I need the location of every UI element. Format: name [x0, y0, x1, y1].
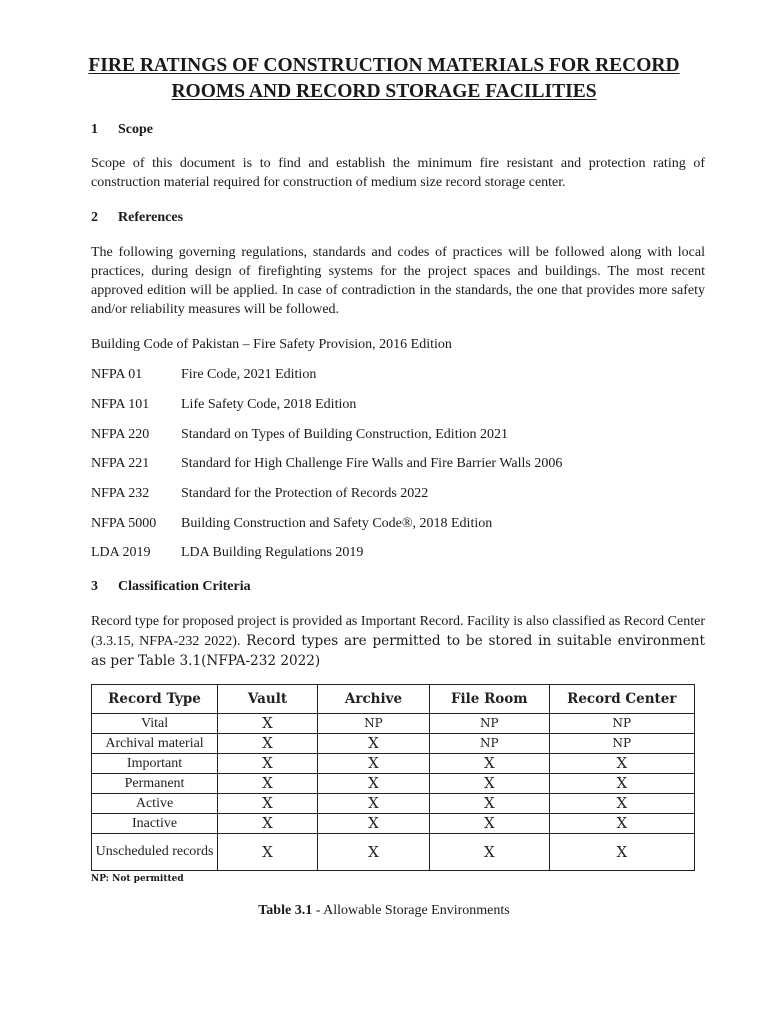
- reference-item: [91, 396, 356, 414]
- section-title: Scope: [118, 122, 153, 137]
- permission-cell: X: [429, 774, 549, 794]
- reference-title: Standard for High Challenge Fire Walls and Fire Barrier Walls 2006: [181, 456, 563, 471]
- column-header: Record Center: [549, 685, 694, 714]
- permission-cell: NP: [429, 714, 549, 734]
- permission-cell: X: [317, 754, 429, 774]
- section-heading-scope: [91, 121, 153, 139]
- reference-title: Building Construction and Safety Code®, 2018 Edition: [181, 516, 493, 531]
- section-heading-classification: [91, 578, 251, 596]
- record-type-cell: Active: [92, 794, 218, 814]
- permission-cell: X: [549, 814, 694, 834]
- record-type-cell: Inactive: [92, 814, 218, 834]
- permission-cell: X: [218, 714, 318, 734]
- reference-item: [91, 366, 316, 384]
- permission-cell: X: [218, 834, 318, 871]
- table-row: [92, 754, 695, 774]
- permission-cell: X: [549, 774, 694, 794]
- table-caption: [0, 903, 768, 919]
- classification-text-part1: Record type for proposed project is provided as Important Record. Facility is also classified as Record Center (3.3.15, NFPA-232 2022).: [91, 614, 705, 649]
- reference-title: Standard for the Protection of Records 2022: [181, 486, 429, 501]
- table-body: [92, 714, 695, 871]
- reference-item: [91, 485, 428, 503]
- reference-code: LDA 2019: [91, 545, 151, 560]
- reference-item: [91, 426, 508, 444]
- document-title: FIRE RATINGS OF CONSTRUCTION MATERIALS FOR RECORD ROOMS AND RECORD STORAGE FACILITIES: [88, 55, 680, 102]
- column-header: File Room: [429, 685, 549, 714]
- permission-cell: X: [218, 794, 318, 814]
- reference-code: NFPA 01: [91, 367, 143, 382]
- table-note: NP: Not permitted: [91, 874, 184, 884]
- column-header: Archive: [317, 685, 429, 714]
- reference-code: NFPA 232: [91, 486, 150, 501]
- permission-cell: X: [549, 794, 694, 814]
- section-title: Classification Criteria: [118, 579, 251, 594]
- reference-title: LDA Building Regulations 2019: [181, 545, 364, 560]
- building-code-reference: Building Code of Pakistan – Fire Safety Provision, 2016 Edition: [91, 337, 452, 352]
- reference-item: [91, 515, 492, 533]
- column-header: Record Type: [92, 685, 218, 714]
- permission-cell: X: [218, 774, 318, 794]
- permission-cell: NP: [317, 714, 429, 734]
- record-type-cell: Unscheduled records: [92, 834, 218, 871]
- section-heading-references: [91, 209, 183, 227]
- table-row: [92, 794, 695, 814]
- permission-cell: NP: [549, 734, 694, 754]
- permission-cell: X: [218, 754, 318, 774]
- scope-paragraph: Scope of this document is to find and establish the minimum fire resistant and protection rating of construction material required for construction of medium size record storage center.: [91, 156, 705, 190]
- reference-item: [91, 544, 363, 562]
- section-number: 1: [91, 122, 98, 137]
- record-type-cell: Vital: [92, 714, 218, 734]
- permission-cell: X: [317, 734, 429, 754]
- permission-cell: X: [317, 774, 429, 794]
- section-number: 2: [91, 210, 98, 225]
- record-type-cell: Important: [92, 754, 218, 774]
- permission-cell: X: [429, 794, 549, 814]
- permission-cell: X: [429, 814, 549, 834]
- permission-cell: X: [549, 834, 694, 871]
- permission-cell: X: [429, 754, 549, 774]
- table-row: [92, 814, 695, 834]
- permission-cell: X: [317, 814, 429, 834]
- storage-environments-table: [91, 684, 695, 871]
- reference-code: NFPA 220: [91, 427, 150, 442]
- permission-cell: X: [218, 814, 318, 834]
- classification-paragraph: [91, 612, 705, 671]
- permission-cell: X: [218, 734, 318, 754]
- permission-cell: X: [317, 794, 429, 814]
- record-type-cell: Archival material: [92, 734, 218, 754]
- classification-text-part2: Record types are permitted to be stored in suitable environment as per Table 3.1(NFPA-232 2022): [91, 633, 705, 669]
- section-title: References: [118, 210, 184, 225]
- table-row: [92, 734, 695, 754]
- reference-code: NFPA 221: [91, 456, 150, 471]
- table-row: [92, 834, 695, 871]
- reference-code: NFPA 5000: [91, 516, 157, 531]
- reference-title: Fire Code, 2021 Edition: [181, 367, 317, 382]
- reference-code: NFPA 101: [91, 397, 150, 412]
- table-row: [92, 714, 695, 734]
- permission-cell: X: [549, 754, 694, 774]
- permission-cell: X: [429, 834, 549, 871]
- table-row: [92, 774, 695, 794]
- references-paragraph: The following governing regulations, standards and codes of practices will be followed along with local practices, during design of firefighting systems for the project spaces and buildings. The most recent approved edition will be applied. In case of contradiction in the standards, the one that provides more safety and/or reliability measures will be followed.: [91, 245, 705, 317]
- reference-title: Standard on Types of Building Construction, Edition 2021: [181, 427, 508, 442]
- reference-item: [91, 455, 562, 473]
- record-type-cell: Permanent: [92, 774, 218, 794]
- permission-cell: X: [317, 834, 429, 871]
- column-header: Vault: [218, 685, 318, 714]
- permission-cell: NP: [429, 734, 549, 754]
- table-caption-label: Table 3.1: [258, 903, 313, 918]
- section-number: 3: [91, 579, 98, 594]
- table-header-row: [92, 685, 695, 714]
- reference-title: Life Safety Code, 2018 Edition: [181, 397, 357, 412]
- table-caption-text: - Allowable Storage Environments: [312, 903, 510, 918]
- permission-cell: NP: [549, 714, 694, 734]
